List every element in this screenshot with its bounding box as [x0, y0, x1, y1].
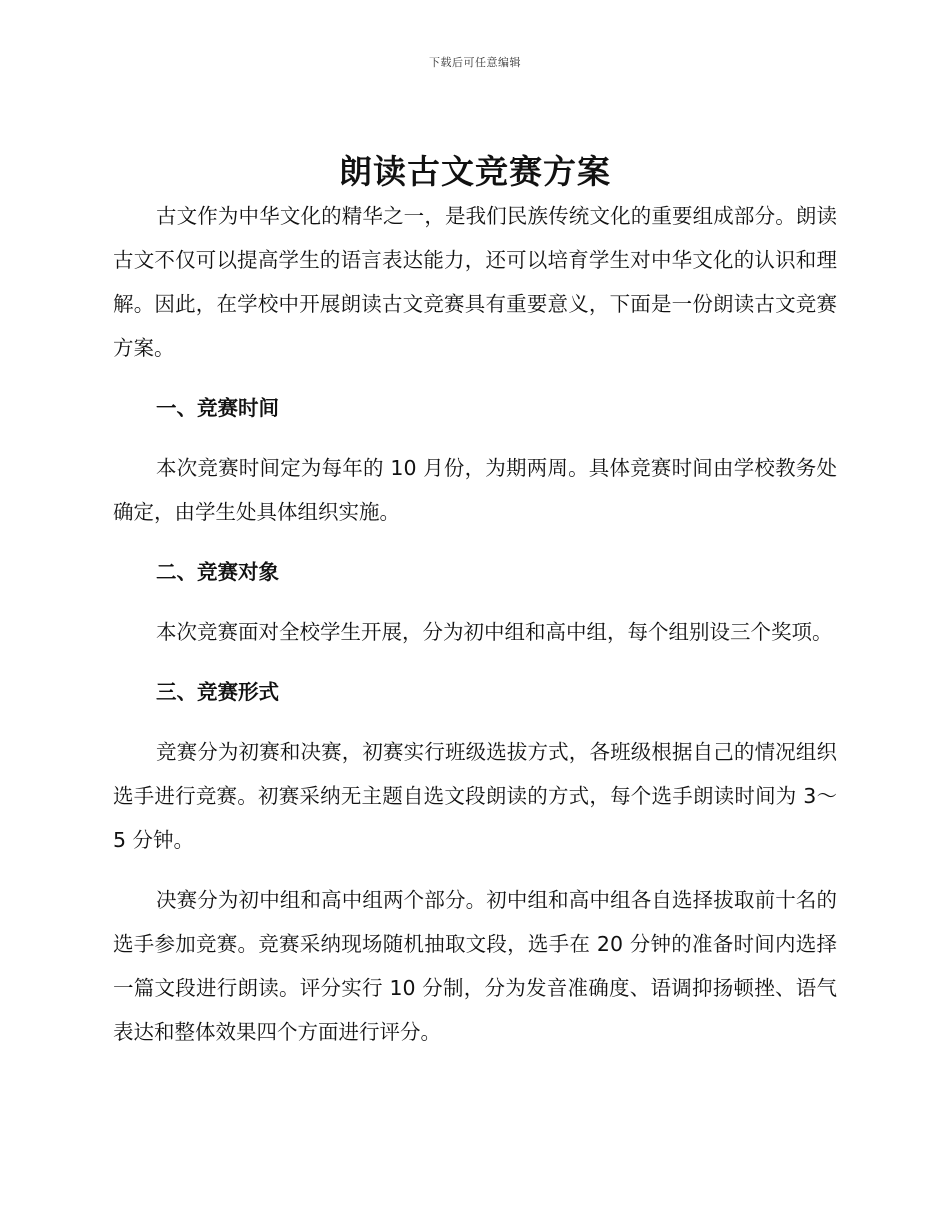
intro-paragraph: 古文作为中华文化的精华之一，是我们民族传统文化的重要组成部分。朗读古文不仅可以提高学生的语言表达能力，还可以培育学生对中华文化的认识和理解。因此，在学校中开展朗读古文竞赛具有重要意义，下面是一份朗读古文竞赛方案。 — [113, 204, 837, 360]
section-paragraph-time: 本次竞赛时间定为每年的 10 月份，为期两周。具体竞赛时间由学校教务处确定，由学生处具体组织实施。 — [113, 456, 837, 524]
section-heading-format: 三、竞赛形式 — [156, 680, 279, 704]
spacer — [113, 370, 837, 386]
header-note: 下载后可任意编辑 — [429, 56, 521, 69]
document-body — [113, 150, 837, 1054]
section-paragraph-format-preliminary: 竞赛分为初赛和决赛，初赛实行班级选拔方式，各班级根据自己的情况组织选手进行竞赛。初赛采纳无主题自选文段朗读的方式，每个选手朗读时间为 3～5 分钟。 — [113, 740, 837, 852]
spacer — [113, 430, 837, 446]
section-paragraph-participants: 本次竞赛面对全校学生开展，分为初中组和高中组，每个组别设三个奖项。 — [156, 620, 833, 644]
spacer — [113, 594, 837, 610]
spacer — [113, 862, 837, 878]
spacer — [113, 654, 837, 670]
spacer — [113, 714, 837, 730]
section-heading-time: 一、竞赛时间 — [156, 396, 279, 420]
section-paragraph-format-final: 决赛分为初中组和高中组两个部分。初中组和高中组各自选择拔取前十名的选手参加竞赛。竞赛采纳现场随机抽取文段，选手在 20 分钟的准备时间内选择一篇文段进行朗读。评分实行 10 分制，分为发音准确度、语调抑扬顿挫、语气表达和整体效果四个方面进行评分。 — [113, 888, 837, 1044]
spacer — [113, 534, 837, 550]
section-heading-participants: 二、竞赛对象 — [156, 560, 279, 584]
document-title: 朗读古文竞赛方案 — [339, 152, 611, 191]
